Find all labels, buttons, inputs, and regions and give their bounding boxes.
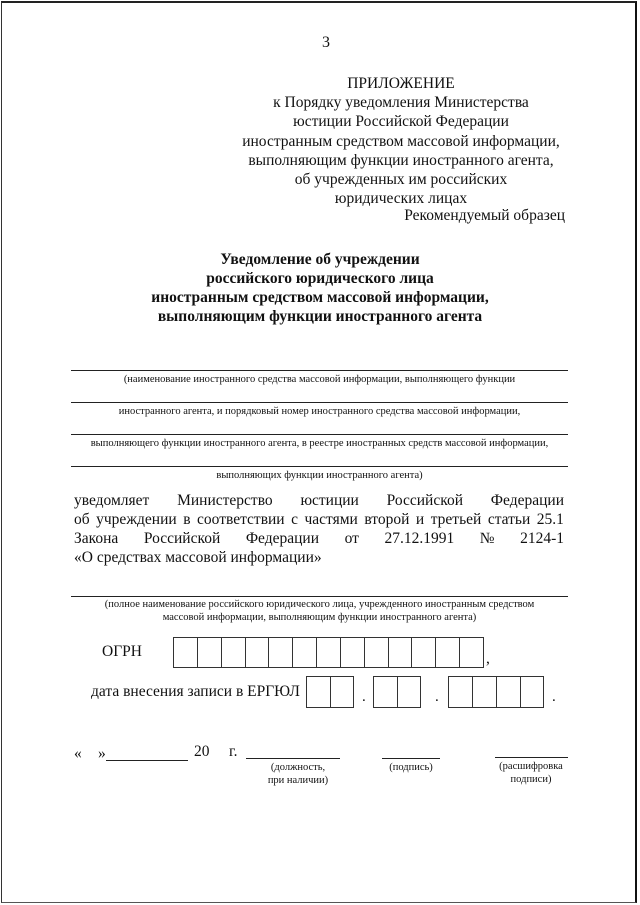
decryption-fill-line[interactable] <box>495 757 568 758</box>
year-suffix: г. <box>229 743 238 760</box>
ogrn-digit-cell[interactable] <box>412 638 436 667</box>
word: Российской <box>143 530 221 547</box>
sample-label: Рекомендуемый образец <box>404 207 565 224</box>
appendix-line: к Порядку уведомления Министерства <box>273 94 529 112</box>
media-name-caption-4: выполняющих функции иностранного агента) <box>216 470 423 481</box>
entity-name-caption <box>71 598 568 624</box>
document-title <box>60 250 580 326</box>
signature-fill-line[interactable] <box>382 758 440 759</box>
ogrn-input-grid[interactable] <box>173 637 484 668</box>
title-line: иностранным средством массовой информации, <box>151 289 489 306</box>
media-name-fill-line-4[interactable] <box>71 466 568 467</box>
ogrn-digit-cell[interactable] <box>222 638 246 667</box>
caption-line: (расшифровка <box>499 761 563 772</box>
date-separator: . <box>362 689 366 705</box>
word: третьей <box>430 511 482 528</box>
word: Федерации <box>245 530 320 547</box>
year-digit-cell[interactable] <box>521 677 543 707</box>
word: уведомляет <box>74 492 150 509</box>
word: от <box>344 530 359 547</box>
ogrn-label: ОГРН <box>102 643 142 660</box>
year-digit-cell[interactable] <box>497 677 521 707</box>
month-digit-cell[interactable] <box>374 677 398 707</box>
ogrn-digit-cell[interactable] <box>389 638 413 667</box>
word: 27.12.1991 <box>384 530 455 547</box>
appendix-line: юридических лицах <box>334 190 468 208</box>
page-number: 3 <box>322 34 330 51</box>
ogrn-digit-cell[interactable] <box>269 638 293 667</box>
caption-line: массовой информации, выполняющим функции иностранного агента) <box>162 612 477 623</box>
year-digit-cell[interactable] <box>473 677 497 707</box>
appendix-line: выполняющим функции иностранного агента, <box>248 151 554 169</box>
decryption-caption <box>486 760 576 786</box>
ogrn-digit-cell[interactable] <box>198 638 222 667</box>
body-line-3 <box>74 529 564 548</box>
body-line-2 <box>74 510 564 529</box>
month-digit-cell[interactable] <box>398 677 420 707</box>
word: 2124-1 <box>520 530 564 547</box>
day-close-quote: » <box>98 745 106 762</box>
appendix-line: юстиции Российской Федерации <box>293 113 509 131</box>
day-month-fill-line[interactable] <box>106 760 188 761</box>
word: и <box>415 511 425 528</box>
title-line: Уведомление об учреждении <box>220 251 420 268</box>
ogrn-digit-cell[interactable] <box>246 638 270 667</box>
body-line-1 <box>74 491 564 510</box>
title-line: выполняющим функции иностранного агента <box>157 308 483 325</box>
appendix-line: об учрежденных им российских <box>294 171 508 189</box>
year-digit-cell[interactable] <box>449 677 473 707</box>
ogrn-digit-cell[interactable] <box>341 638 365 667</box>
day-digit-cell[interactable] <box>331 677 353 707</box>
ogrn-digit-cell[interactable] <box>317 638 341 667</box>
ogrn-digit-cell[interactable] <box>436 638 460 667</box>
word: 25.1 <box>536 511 564 528</box>
media-name-fill-line-3[interactable] <box>71 434 568 435</box>
registration-day-grid[interactable] <box>306 676 354 708</box>
position-fill-line[interactable] <box>246 758 340 759</box>
ogrn-digit-cell[interactable] <box>365 638 389 667</box>
date-separator: . <box>435 689 439 705</box>
ogrn-digit-cell[interactable] <box>293 638 317 667</box>
caption-line: подписи) <box>510 774 552 785</box>
word: статьи <box>487 511 531 528</box>
caption-line: при наличии) <box>267 775 329 786</box>
word: № <box>479 530 495 547</box>
word: соответствии <box>197 511 285 528</box>
year-prefix: 20 <box>194 743 210 760</box>
caption-line: (полное наименование российского юридического лица, учрежденного иностранным средством <box>104 599 535 610</box>
notification-body <box>74 491 564 567</box>
media-name-caption-2: иностранного агента, и порядковый номер иностранного средства массовой информации, <box>118 406 521 417</box>
word: Российской <box>386 492 464 509</box>
title-line: российского юридического лица <box>206 270 434 287</box>
ogrn-digit-cell[interactable] <box>460 638 483 667</box>
registration-month-grid[interactable] <box>373 676 421 708</box>
media-name-fill-line-1[interactable] <box>71 370 568 371</box>
body-line-4 <box>74 548 564 567</box>
word: второй <box>364 511 410 528</box>
word: Федерации <box>490 492 564 509</box>
law-title: «О средствах массовой информации» <box>74 549 322 566</box>
word: Закона <box>74 530 119 547</box>
media-name-caption-3: выполняющего функции иностранного агента, в реестре иностранных средств массовой информации, <box>90 438 549 449</box>
word: Министерство <box>177 492 273 509</box>
date-trailing-dot: . <box>552 689 556 705</box>
day-open-quote: « <box>74 745 82 762</box>
caption-line: (должность, <box>270 762 326 773</box>
appendix-line: иностранным средством массовой информации, <box>242 132 560 150</box>
ogrn-comma: , <box>486 650 490 667</box>
word: с <box>291 511 298 528</box>
position-caption <box>246 761 350 787</box>
ogrn-digit-cell[interactable] <box>174 638 198 667</box>
word: юстиции <box>300 492 359 509</box>
signature-caption: (подпись) <box>389 762 433 773</box>
word: об <box>74 511 90 528</box>
registration-date-label: дата внесения записи в ЕРГЮЛ <box>91 683 300 700</box>
registration-year-grid[interactable] <box>448 676 544 708</box>
word: частями <box>304 511 358 528</box>
day-digit-cell[interactable] <box>307 677 331 707</box>
word: в <box>183 511 191 528</box>
appendix-header <box>236 74 566 208</box>
media-name-caption-1: (наименование иностранного средства массовой информации, выполняющего функции <box>123 374 516 385</box>
appendix-heading: ПРИЛОЖЕНИЕ <box>347 75 455 92</box>
word: учреждении <box>96 511 177 528</box>
media-name-fill-line-2[interactable] <box>71 402 568 403</box>
entity-name-fill-line[interactable] <box>71 596 568 597</box>
